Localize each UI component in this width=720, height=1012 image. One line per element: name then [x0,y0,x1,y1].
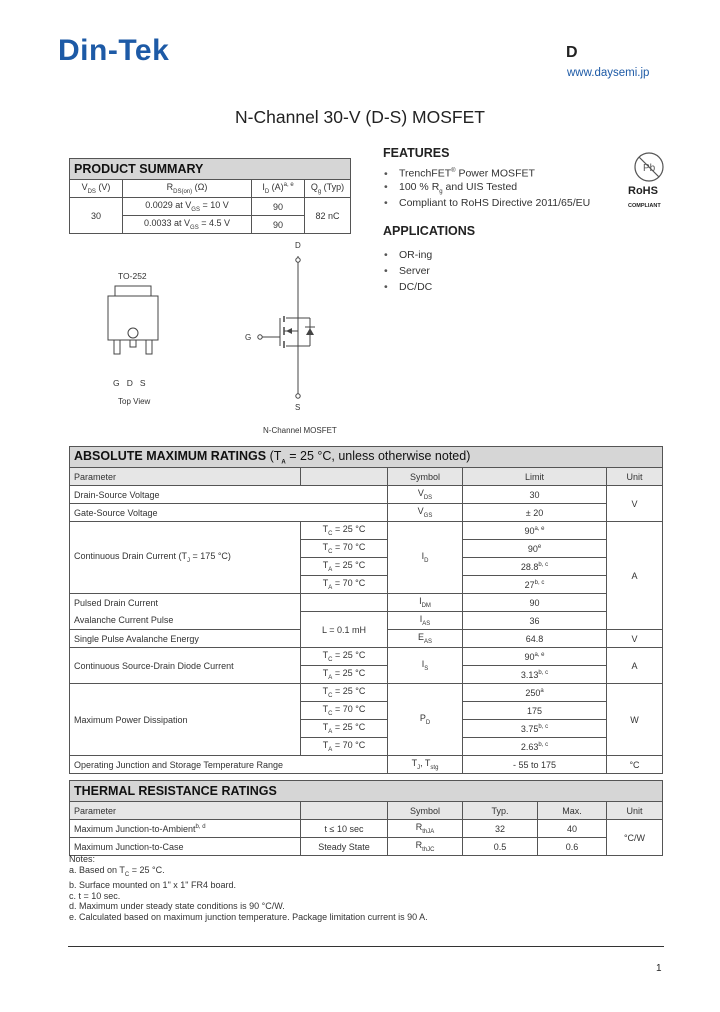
col-qg: $Q_g$ (Typ) [305,180,351,198]
page-title: N-Channel 30-V (D-S) MOSFET [235,107,485,127]
package-pins: G D S [113,378,146,388]
product-summary-heading: PRODUCT SUMMARY [70,159,351,180]
list-item: • OR-ing [384,247,432,263]
notes: Notes: a. Based on $T_C = 25$ °C. b. Surface mounted on 1" x 1" FR4 board. c. t = 10 sec. d. Maximum under steady state conditions is 90 °C/W. e. Calculated based on maximum junction temperature. Package limitation current is 90 A. [69,854,428,922]
row-avalanche: Avalanche Current Pulse [70,612,301,630]
rohs-label: RoHS [628,185,658,197]
row-drain-source: Drain-Source Voltage [70,486,388,504]
qg-value: 82 nC [305,198,351,234]
part-number: D [566,44,578,61]
row-power: Maximum Power Dissipation [70,684,301,756]
package-name: TO-252 [118,271,147,281]
features-heading: FEATURES [383,146,450,160]
abs-max-heading: ABSOLUTE MAXIMUM RATINGS ($T_A = 25$ °C, unless otherwise noted) [70,447,663,468]
absolute-max-table: ABSOLUTE MAXIMUM RATINGS ($T_A = 25$ °C, unless otherwise noted) Parameter Symbol Limit Unit Drain-Source Voltage $V_{DS}$ 30 V Gate-Source Voltage $V_{GS}$ ± 20 Continuous Drain Current ($T_J = 175$ °C) $T_C = 25$ °C $I_D$ 90$^{a, e}$ A $T_C = 70$ °C 90e $T_A = 25$ °C 28.8$^{b, c}$ $T_A = 70$ °C 27$^{b, c}$ Pulsed Drain Current $I_{DM}$ 90 Avalanche Current Pulse L = 0.1 mH $I_{AS}$ 36 Single Pulse Avalanche Energy $E_{AS}$ 64.8 V Continuous Source-Drain Diode Current $T_C = 25$ °C $I_S$ 90$^{a, e}$ A $T_A = 25$ °C 3.13$^{b, c}$ Maximum Power Dissipation $T_C = 25$ °C $P_D$ 250$^a$ W $T_C = 70$ °C 175 $T_A = 25$ °C 3.75$^{b, c}$ $T_A = 70$ °C 2.63$^{b, c}$ Operating Junction and Storage Temperature Range $T_J$, $T_{stg}$ - 55 to 175 °C [69,446,663,774]
rohs-pb-icon [632,150,666,184]
company-logo: Din-Tek [58,34,170,67]
unit-amp: A [607,522,663,630]
mosfet-symbol-icon [240,238,350,418]
id-value-2: 90 [252,216,305,234]
website-link[interactable]: www.daysemi.jp [567,67,650,79]
to252-package-icon [105,285,161,361]
col-rds: $R_{DS(on)}$ (Ω) [123,180,252,198]
thermal-heading: THERMAL RESISTANCE RATINGS [70,781,663,802]
list-item: • TrenchFET® Power MOSFET [384,163,590,179]
pb-text: Pb [643,163,656,174]
vds-value: 30 [70,198,123,234]
list-item: • Server [384,263,432,279]
schematic-caption: N-Channel MOSFET [263,426,337,435]
rds-value-2: 0.0033 at $V_{GS} = 4.5$ V [123,216,252,234]
row-junction-ambient: Maximum Junction-to-Ambient$^{b, d}$ [70,820,301,838]
col-vds: $V_{DS}$ (V) [70,180,123,198]
row-gate-source: Gate-Source Voltage [70,504,388,522]
page-number: 1 [656,963,662,974]
unit-volt: V [607,486,663,522]
row-source-drain: Continuous Source-Drain Diode Current [70,648,301,684]
col-unit: Unit [607,468,663,486]
row-junction-case: Maximum Junction-to-Case [70,838,301,856]
thermal-table: THERMAL RESISTANCE RATINGS Parameter Symbol Typ. Max. Unit Maximum Junction-to-Ambient$^{b, d}$ t ≤ 10 sec $R_{thJA}$ 32 40 °C/W Maximum Junction-to-Case Steady State $R_{thJC}$ 0.5 0.6 [69,780,663,856]
col-id: $I_D$ $(A)^{a, e}$ [252,180,305,198]
source-label: S [295,403,301,412]
package-view: Top View [118,397,151,406]
list-item: • 100 % $R_g$ and UIS Tested [384,179,590,195]
list-item: • DC/DC [384,279,432,295]
gate-label: G [245,333,252,342]
rds-value-1: 0.0029 at $V_{GS} = 10$ V [123,198,252,216]
rohs-compliant: COMPLIANT [628,203,661,209]
vgs-limit: ± 20 [463,504,607,522]
col-limit: Limit [463,468,607,486]
footer-divider [68,946,664,947]
col-parameter: Parameter [70,468,301,486]
features-list [384,163,590,211]
vds-limit: 30 [463,486,607,504]
row-operating-temp: Operating Junction and Storage Temperature Range [70,756,388,774]
list-item: • Compliant to RoHS Directive 2011/65/EU [384,195,590,211]
row-continuous-drain: Continuous Drain Current ($T_J = 175$ °C) [70,522,301,594]
applications-heading: APPLICATIONS [383,224,476,238]
applications-list [384,247,432,295]
row-pulsed: Pulsed Drain Current [70,594,301,612]
product-summary-table [69,158,351,234]
id-value-1: 90 [252,198,305,216]
drain-label: D [295,241,301,250]
row-single-pulse: Single Pulse Avalanche Energy [70,630,301,648]
col-symbol: Symbol [388,468,463,486]
